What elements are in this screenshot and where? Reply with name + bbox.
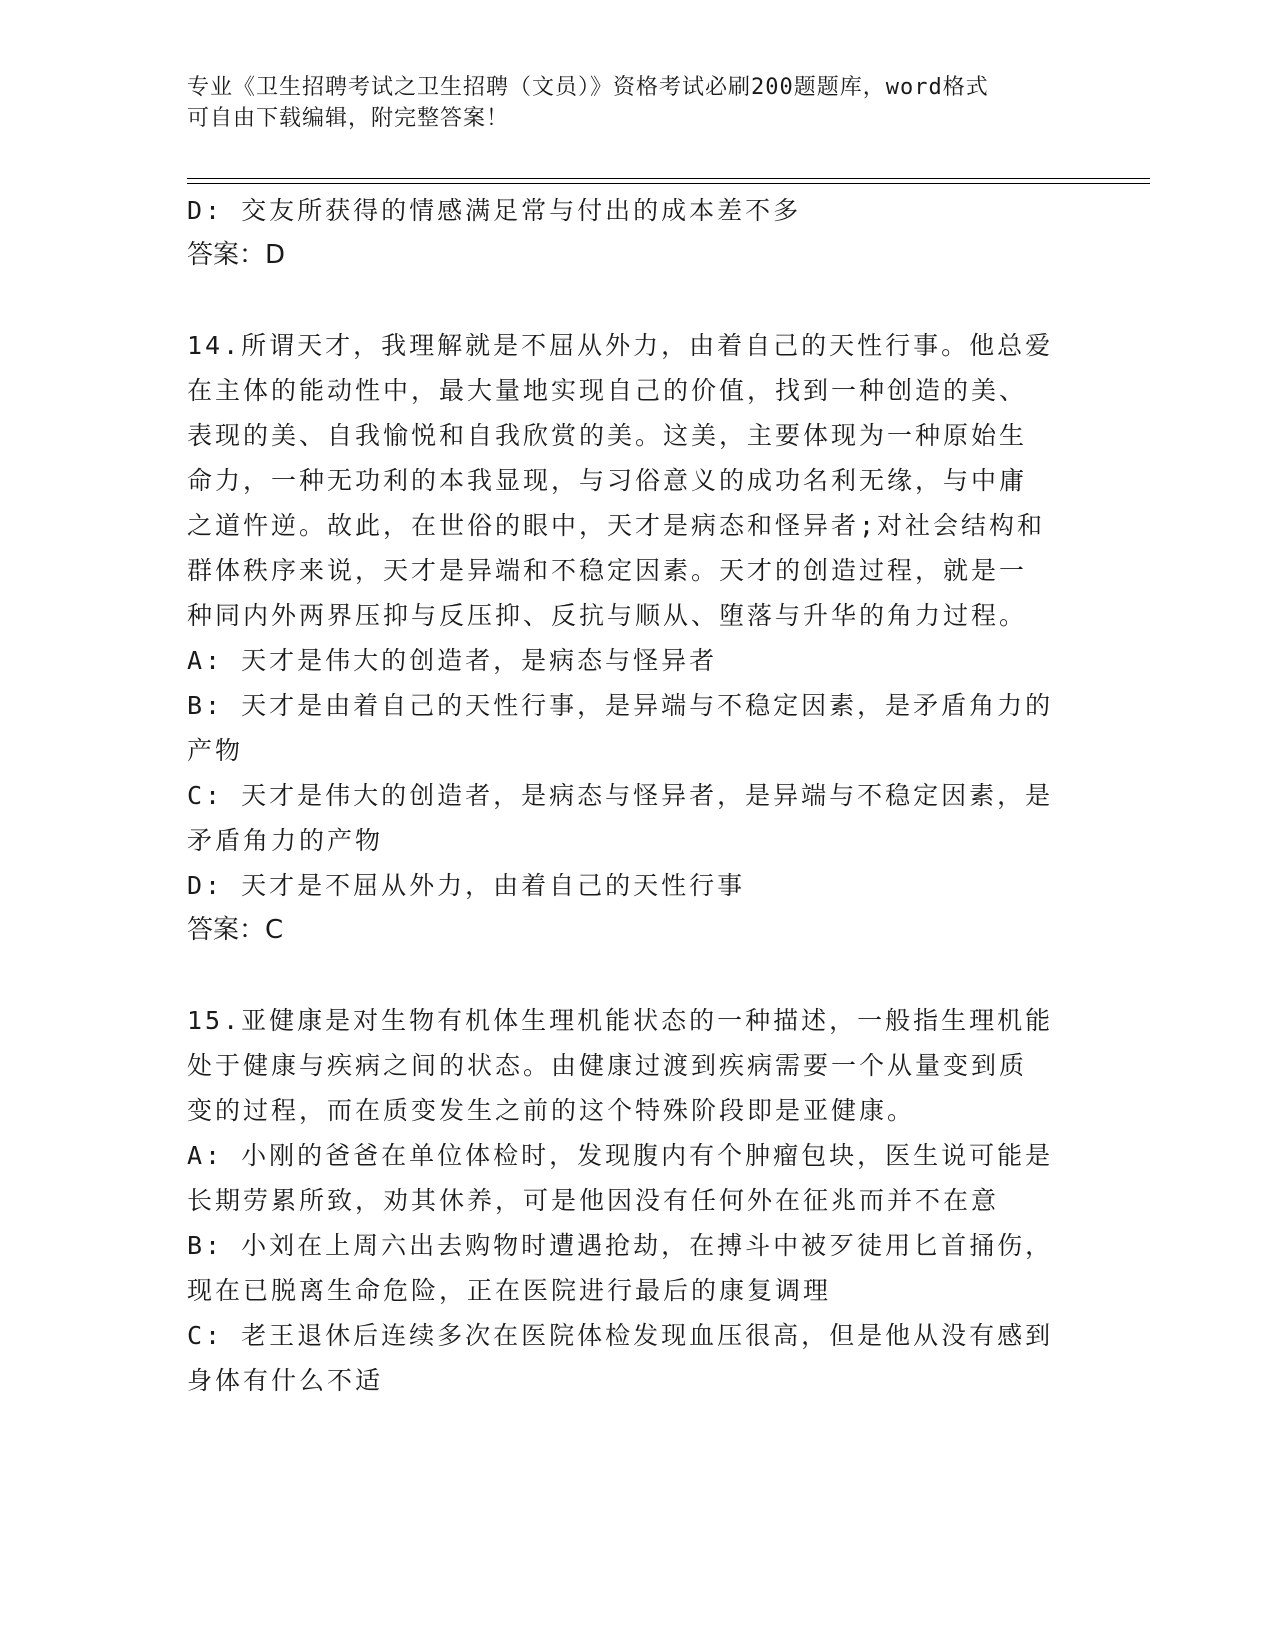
document-body xyxy=(187,188,1087,1403)
option-c: C: 天才是伟大的创造者，是病态与怪异者，是异端与不稳定因素，是 xyxy=(187,781,1054,810)
question-15 xyxy=(187,998,1087,1403)
option-a: A: 天才是伟大的创造者，是病态与怪异者 xyxy=(187,646,718,675)
header-line-1: 专业《卫生招聘考试之卫生招聘（文员）》资格考试必刷200题题库，word格式 xyxy=(187,75,989,100)
option-c-continued: 矛盾角力的产物 xyxy=(187,826,384,855)
option-a-continued: 长期劳累所致，劝其休养，可是他因没有任何外在征兆而并不在意 xyxy=(187,1186,1000,1215)
header-line-2: 可自由下载编辑，附完整答案！ xyxy=(187,106,510,131)
answer-line: 答案：D xyxy=(187,240,286,270)
header-rule-top xyxy=(187,178,1150,179)
spacer xyxy=(187,278,1087,323)
option-b: B: 小刘在上周六出去购物时遭遇抢劫，在搏斗中被歹徒用匕首捅伤， xyxy=(187,1231,1054,1260)
question-stem-line: 15.亚健康是对生物有机体生理机能状态的一种描述，一般指生理机能 xyxy=(187,1006,1054,1035)
option-b-continued: 产物 xyxy=(187,736,244,765)
option-c: C: 老王退休后连续多次在医院体检发现血压很高，但是他从没有感到 xyxy=(187,1321,1054,1350)
spacer xyxy=(187,953,1087,998)
option-b-continued: 现在已脱离生命危险，正在医院进行最后的康复调理 xyxy=(187,1276,832,1305)
option-b: B: 天才是由着自己的天性行事，是异端与不稳定因素，是矛盾角力的 xyxy=(187,691,1054,720)
question-stem-line: 群体秩序来说，天才是异端和不稳定因素。天才的创造过程，就是一 xyxy=(187,556,1028,585)
option-c-continued: 身体有什么不适 xyxy=(187,1366,384,1395)
option-a: A: 小刚的爸爸在单位体检时，发现腹内有个肿瘤包块，医生说可能是 xyxy=(187,1141,1054,1170)
answer-line: 答案：C xyxy=(187,915,284,945)
question-stem-line: 表现的美、自我愉悦和自我欣赏的美。这美，主要体现为一种原始生 xyxy=(187,421,1028,450)
option-d: D: 交友所获得的情感满足常与付出的成本差不多 xyxy=(187,196,802,225)
question-stem-line: 种同内外两界压抑与反压抑、反抗与顺从、堕落与升华的角力过程。 xyxy=(187,601,1028,630)
question-stem-line: 在主体的能动性中，最大量地实现自己的价值，找到一种创造的美、 xyxy=(187,376,1028,405)
question-stem-line: 处于健康与疾病之间的状态。由健康过渡到疾病需要一个从量变到质 xyxy=(187,1051,1028,1080)
option-d: D: 天才是不屈从外力，由着自己的天性行事 xyxy=(187,871,746,900)
question-stem-line: 14.所谓天才，我理解就是不屈从外力，由着自己的天性行事。他总爱 xyxy=(187,331,1054,360)
question-13-tail xyxy=(187,188,1087,278)
question-stem-line: 变的过程，而在质变发生之前的这个特殊阶段即是亚健康。 xyxy=(187,1096,916,1125)
question-14 xyxy=(187,323,1087,953)
header-rule-bottom xyxy=(187,183,1150,184)
document-header xyxy=(187,72,1067,134)
question-stem-line: 命力，一种无功利的本我显现，与习俗意义的成功名利无缘，与中庸 xyxy=(187,466,1028,495)
question-stem-line: 之道忤逆。故此，在世俗的眼中，天才是病态和怪异者;对社会结构和 xyxy=(187,511,1046,540)
